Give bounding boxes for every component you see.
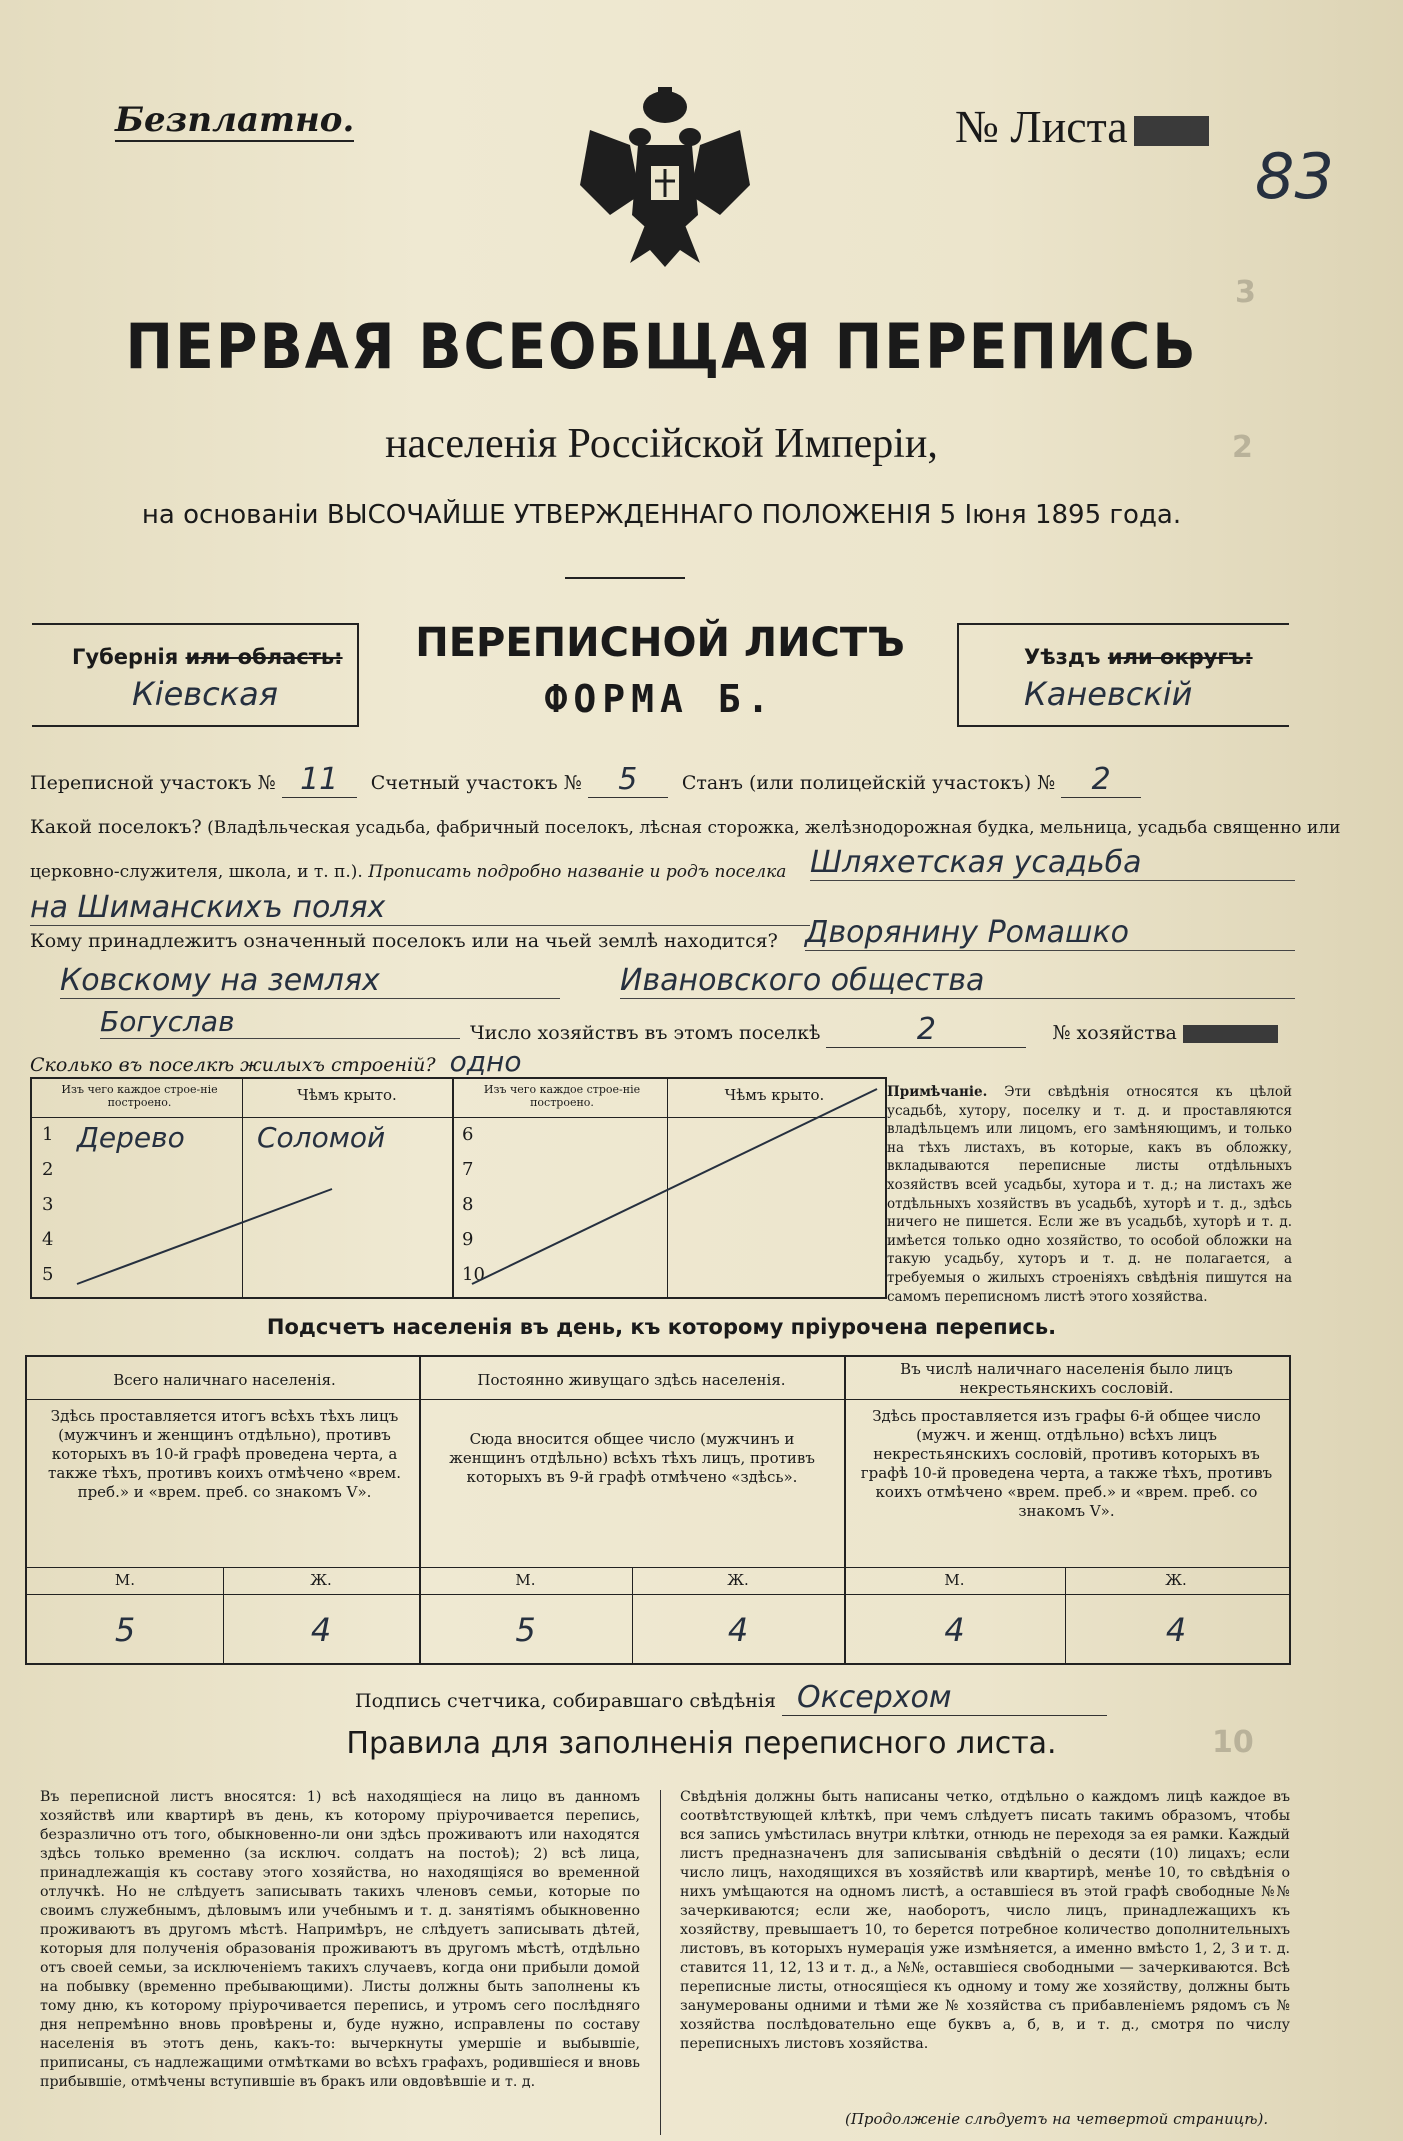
col2-description: Сюда вносится общее число (мужчинъ и женщинъ отдѣльно) всѣхъ тѣхъ лицъ, противъ которыхъ въ 9-й графѣ отмѣчено «здѣсь».	[449, 1430, 815, 1486]
households-value: 2	[826, 1012, 1026, 1048]
free-label: Безплатно.	[115, 100, 355, 140]
col3-description: Здѣсь проставляется изъ графы 6-й общее число (мужч. и женщ. отдѣльно) всѣхъ лицъ некрестьянскихъ сословій, противъ которыхъ въ графѣ 10-й проведена черта, а также тѣхъ, противъ коихъ отмѣчено «врем. преб.» и «врем. преб. со знакомъ V».	[860, 1407, 1273, 1520]
rules-left-column: Въ переписной листъ вносятся: 1) всѣ находящіеся на лицо въ данномъ хозяйствѣ или квартирѣ въ день, къ которому пріурочивается перепись, безразлично отъ того, обыкновенно-ли они здѣсь проживаютъ или находятся здѣсь только временно (за исключ. солдатъ на постоѣ); 2) всѣ лица, принадлежащія къ составу этого хозяйства, но находящіяся во временной отлучкѣ. Но не слѣдуетъ записывать такихъ членовъ семьи, которые по своимъ служебнымъ, дѣловымъ или учебнымъ и т. д. занятіямъ обыкновенно проживаютъ въ другомъ мѣстѣ. Напримѣръ, не слѣдуетъ записывать дѣтей, которыя для полученія образованія проживаютъ въ другомъ мѣстѣ, отдѣльно отъ своей семьи, за исключеніемъ такихъ случаевъ, когда они прибыли домой на побывку (временно пребывающими). Листы должны быть заполнены къ тому дню, къ которому пріурочивается перепись, и утромъ сего послѣдняго дня непремѣнно вновь провѣрены и, буде нужно, исправлены по составу населенія въ этотъ день, какъ-то: вычеркнуты умершіе и выбывшіе, приписаны, съ надлежащими отмѣтками во всѣхъ графахъ, родившіеся и вновь прибывшіе, отмѣчены вступившіе въ бракъ или овдовѣвшіе и т. д.	[40, 1789, 640, 2090]
census-basis: на основаніи ВЫСОЧАЙШЕ УТВЕРЖДЕННАГО ПОЛОЖЕНІЯ 5 Іюня 1895 года.	[141, 500, 1182, 530]
resident-women-value: 4	[727, 1611, 749, 1649]
owner-value-2: Ковскому на землях	[60, 963, 560, 999]
row-number: 9	[462, 1229, 474, 1250]
nonpeasant-women-value: 4	[1165, 1611, 1187, 1649]
uezd-label: Уѣздъ или округъ:	[1024, 645, 1253, 669]
total-men-value: 5	[114, 1611, 136, 1649]
note-block: Примѣчаніе. Эти свѣдѣнія относятся къ цѣлой усадьбѣ, хутору, поселку и т. д. и проставляются владѣльцемъ или лицомъ, его замѣняющимъ, и только на тѣхъ листахъ, въ которые, какъ въ обложку, вкладываются переписные листы отдѣльныхъ хозяйствъ всей усадьбы, хутора и т. д.; на листахъ же отдѣльныхъ хозяйствъ въ усадьбѣ, хуторѣ и т. д., здѣсь ничего не пишется. Если же въ усадьбѣ, хуторѣ и т. д. имѣется только одно хозяйство, то особой обложки на такую усадьбу, хуторъ и т. д. не полагается, а требуемыя о жилыхъ строеніяхъ свѣдѣнія пишутся на самомъ переписномъ листѣ этого хозяйства.	[887, 1084, 1292, 1305]
resident-men-value: 5	[515, 1611, 536, 1649]
uezd-box	[957, 623, 1289, 727]
row1-roof: Соломой	[257, 1121, 386, 1154]
row-number: 6	[462, 1124, 474, 1145]
row-number: 4	[42, 1229, 54, 1250]
guberniya-value: Кіевская	[132, 675, 278, 713]
m-label: М.	[515, 1571, 536, 1589]
header-material: Изъ чего каждое строе-ніе построено.	[61, 1083, 218, 1109]
row-number: 7	[462, 1159, 474, 1180]
bleed-number: 3	[1235, 275, 1256, 310]
header-roof: Чѣмъ крыто.	[724, 1086, 825, 1104]
stan-value: 2	[1061, 762, 1141, 798]
rules-title: Правила для заполненія переписного листа.	[346, 1726, 1057, 1761]
rules-right-column: Свѣдѣнія должны быть написаны четко, отдѣльно о каждомъ лицѣ каждое въ соотвѣтствующей клѣткѣ, при чемъ слѣдуетъ писать такимъ образомъ, чтобы вся запись умѣстилась внутри клѣтки, отнюдь не переходя за ея рамки. Каждый листъ предназначенъ для записыванія свѣдѣній о десяти (10) лицахъ; если число лицъ, находящихся въ хозяйствѣ или квартирѣ, менѣе 10, то свѣдѣнія о нихъ умѣщаются на одномъ листѣ, а оставшіеся въ этой графѣ свободные №№ зачеркиваются; если же, наоборотъ, число лицъ, принадлежащихъ къ хозяйству, превышаетъ 10, то берется потребное количество дополнительныхъ листовъ, въ которыхъ нумерація уже измѣняется, а именно вмѣсто 1, 2, 3 и т. д. ставится 11, 12, 13 и т. д., а №№, оставшіеся свободными — зачеркиваются. Всѣ переписные листы, относящіеся къ одному и тому же хозяйству, должны быть занумерованы одними и тѣми же № хозяйства съ прибавленіемъ рядомъ съ № хозяйства послѣдовательно еще буквъ а, б, в, и т. д., смотря по числу переписныхъ листовъ хозяйства.	[680, 1789, 1290, 2052]
m-label: М.	[944, 1571, 965, 1589]
buildings-line: Сколько въ поселкѣ жилыхъ строеній? одно	[30, 1045, 790, 1079]
f-label: Ж.	[310, 1571, 332, 1589]
bleed-number: 2	[1232, 430, 1253, 465]
row-number: 10	[462, 1264, 485, 1285]
row-number: 3	[42, 1194, 54, 1215]
row-number: 1	[42, 1124, 54, 1145]
continued-note: (Продолженіе слѣдуетъ на четвертой страницѣ).	[845, 2110, 1269, 2128]
owner-value-3: Богуслав	[100, 1005, 460, 1039]
census-title: ПЕРВАЯ ВСЕОБЩАЯ ПЕРЕПИСЬ	[125, 310, 1198, 383]
form-subtitle: ФОРМА Б.	[544, 677, 776, 721]
households-line: Число хозяйствъ въ этомъ поселкѣ 2 № хозяйства	[470, 1012, 1278, 1048]
owner-label: Кому принадлежитъ означенный поселокъ или на чьей землѣ находится?	[30, 930, 778, 952]
col1-header: Всего наличнаго населенія.	[113, 1371, 336, 1389]
cross-out-strokes	[32, 1079, 885, 1297]
settlement-hint-line: церковно-служителя, школа, и т. п.). Прописать подробно названіе и родъ поселка	[30, 862, 787, 882]
buildings-table	[30, 1077, 887, 1299]
page-number-handwritten: 83	[1255, 140, 1334, 213]
header-material: Изъ чего каждое строе-ніе построено.	[483, 1083, 641, 1109]
total-women-value: 4	[310, 1611, 332, 1649]
f-label: Ж.	[727, 1571, 749, 1589]
header-roof: Чѣмъ крыто.	[297, 1086, 397, 1104]
uezd-value: Каневскій	[1024, 675, 1193, 713]
row-number: 5	[42, 1264, 54, 1285]
f-label: Ж.	[1165, 1571, 1187, 1589]
col2-header: Постоянно живущаго здѣсь населенія.	[477, 1371, 786, 1389]
sheet-number-label: № Листа	[955, 100, 1209, 153]
form-title: ПЕРЕПИСНОЙ ЛИСТЪ	[415, 620, 905, 666]
guberniya-box	[32, 623, 359, 727]
census-subtitle: населенія Россійской Имперіи,	[385, 421, 938, 467]
title-rule	[565, 577, 685, 579]
buildings-value: одно	[442, 1045, 790, 1079]
owner-value-1: Дворянину Ромашко	[805, 915, 1295, 951]
count-value: 5	[588, 762, 668, 798]
imperial-eagle-emblem-icon	[570, 85, 760, 270]
signature-line: Подпись счетчика, собиравшаго свѣдѣнія Оксерхом	[355, 1680, 1107, 1716]
row-number: 2	[42, 1159, 54, 1180]
rules-divider	[660, 1790, 661, 2135]
col1-description: Здѣсь проставляется итогъ всѣхъ тѣхъ лицъ (мужчинъ и женщинъ отдѣльно), противъ которыхъ въ 10-й графѣ проведена черта, а также тѣхъ, противъ коихъ отмѣчено «врем. преб.» и «врем. преб. со знакомъ V».	[48, 1407, 401, 1501]
redaction-mark	[1183, 1025, 1278, 1043]
population-count-title: Подсчетъ населенія въ день, къ которому пріурочена перепись.	[266, 1315, 1057, 1339]
bleed-number: 10	[1212, 1725, 1254, 1760]
guberniya-label: Губернія или область:	[72, 645, 343, 669]
owner-value-4: Ивановского общества	[620, 963, 1295, 999]
settlement-value-2: на Шиманскихъ полях	[30, 890, 810, 926]
district-value: 11	[282, 762, 357, 798]
district-line: Переписной участокъ № 11 Счетный участокъ № 5 Станъ (или полицейскій участокъ) № 2	[30, 762, 1141, 798]
m-label: М.	[114, 1571, 136, 1589]
settlement-line: Какой поселокъ? (Владѣльческая усадьба, фабричный поселокъ, лѣсная сторожка, желѣзнодорожная будка, мельница, усадьба священно или	[30, 816, 1341, 838]
nonpeasant-men-value: 4	[944, 1611, 965, 1649]
settlement-value-1: Шляхетская усадьба	[810, 845, 1295, 881]
col3-header: Въ числѣ наличнаго населенія было лицъ некрестьянскихъ сословій.	[900, 1360, 1233, 1397]
row1-material: Дерево	[77, 1121, 185, 1154]
row-number: 8	[462, 1194, 474, 1215]
signature-value: Оксерхом	[782, 1680, 1107, 1716]
population-count-table	[25, 1355, 1291, 1665]
redaction-mark	[1134, 116, 1209, 146]
